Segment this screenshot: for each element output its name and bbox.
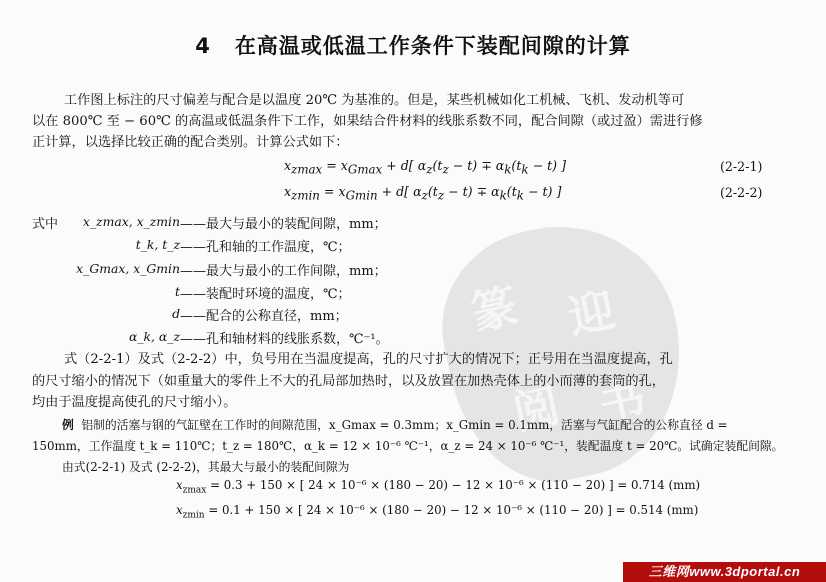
definition-text: ——孔和轴材料的线胀系数，℃⁻¹。 (180, 332, 389, 347)
site-watermark-banner: 三维网www.3dportal.cn (623, 562, 826, 582)
seal-glyph: 迎 (563, 282, 620, 345)
sign-note-line: 均由于温度提高使孔的尺寸缩小）。 (32, 395, 237, 410)
equation-number: (2-2-2) (720, 185, 763, 200)
definition-text: ——最大与最小的工作间隙，mm； (180, 264, 387, 279)
sign-note-line: 式（2-2-1）及式（2-2-2）中，负号用在当温度提高，孔的尺寸扩大的情况下；正号用在当温度提高，孔 (64, 352, 673, 367)
definition-text: ——最大与最小的装配间隙，mm； (180, 217, 387, 232)
section-heading (0, 30, 826, 60)
calc-max: $x_{zmax} = 0.3 + 150$ × [ 24 × 10⁻⁶ × (180 − 20) − 12 × 10⁻⁶ × (110 − 20) ] = 0.714 (mm) (176, 478, 701, 496)
intro-line: 工作图上标注的尺寸偏差与配合是以温度 20℃ 为基准的。但是，某些机械如化工机械、飞机、发动机等可 (64, 93, 685, 108)
example-line (62, 415, 728, 435)
section-title: 在高温或低温工作条件下装配间隙的计算 (234, 34, 631, 58)
intro-line: 正计算，以选择比较正确的配合类别。计算公式如下： (32, 135, 349, 150)
equation: $x_{zmin} = x_{Gmin} + d$[ $\alpha_z(t_z - t) \mp \alpha_k(t_k - t)$ ] (284, 184, 562, 203)
definition-symbols: t (175, 284, 180, 299)
definition-text: ——装配时环境的温度，℃； (180, 287, 351, 302)
example-lead: 由式(2-2-1) 及式 (2-2-2)，其最大与最小的装配间隙为 (62, 460, 350, 474)
seal-glyph: 书 (594, 369, 651, 433)
intro-line: 以在 800℃ 至 − 60℃ 的高温或低温条件下工作，如果结合件材料的线胀系数不同，配合间隙（或过盈）需进行修 (32, 114, 703, 129)
definition-symbols: t_k, t_z (135, 237, 180, 252)
definition-symbols: x_Gmax, x_Gmin (76, 261, 180, 276)
definition-symbols: x_zmax, x_zmin (82, 214, 180, 229)
definition-symbols: d (172, 306, 180, 321)
example-line: 150mm，工作温度 t_k = 110℃；t_z = 180℃，α_k = 12 × 10⁻⁶ ℃⁻¹，α_z = 24 × 10⁻⁶ ℃⁻¹，装配温度 t = 20℃。试确定装配间隙。 (32, 439, 784, 453)
seal-glyph: 阅 (508, 377, 565, 441)
example-label: 例 (62, 418, 74, 432)
equation: $x_{zmax} = x_{Gmax} + d$[ $\alpha_z(t_z - t) \mp \alpha_k(t_k - t)$ ] (284, 158, 567, 177)
definition-text: ——孔和轴的工作温度，℃； (180, 240, 351, 255)
sign-note-line: 的尺寸缩小的情况下（如重量大的零件上不大的孔局部加热时，以及放置在加热壳体上的小而薄的套筒的孔， (32, 374, 665, 389)
where-label: 式中 (32, 217, 59, 232)
section-number: 4 (195, 34, 211, 58)
definition-symbols: α_k, α_z (128, 329, 180, 344)
calc-min: $x_{zmin} = 0.1 + 150$ × [ 24 × 10⁻⁶ × (180 − 20) − 12 × 10⁻⁶ × (110 − 20) ] = 0.514 (mm) (176, 503, 699, 521)
equation-number: (2-2-1) (720, 159, 763, 174)
seal-glyph: 篆 (466, 278, 523, 341)
definition-text: ——配合的公称直径，mm； (180, 309, 348, 324)
example-text: 铝制的活塞与钢的气缸壁在工作时的间隙范围，x_Gmax = 0.3mm；x_Gmin = 0.1mm，活塞与气缸配合的公称直径 d = (81, 418, 728, 432)
